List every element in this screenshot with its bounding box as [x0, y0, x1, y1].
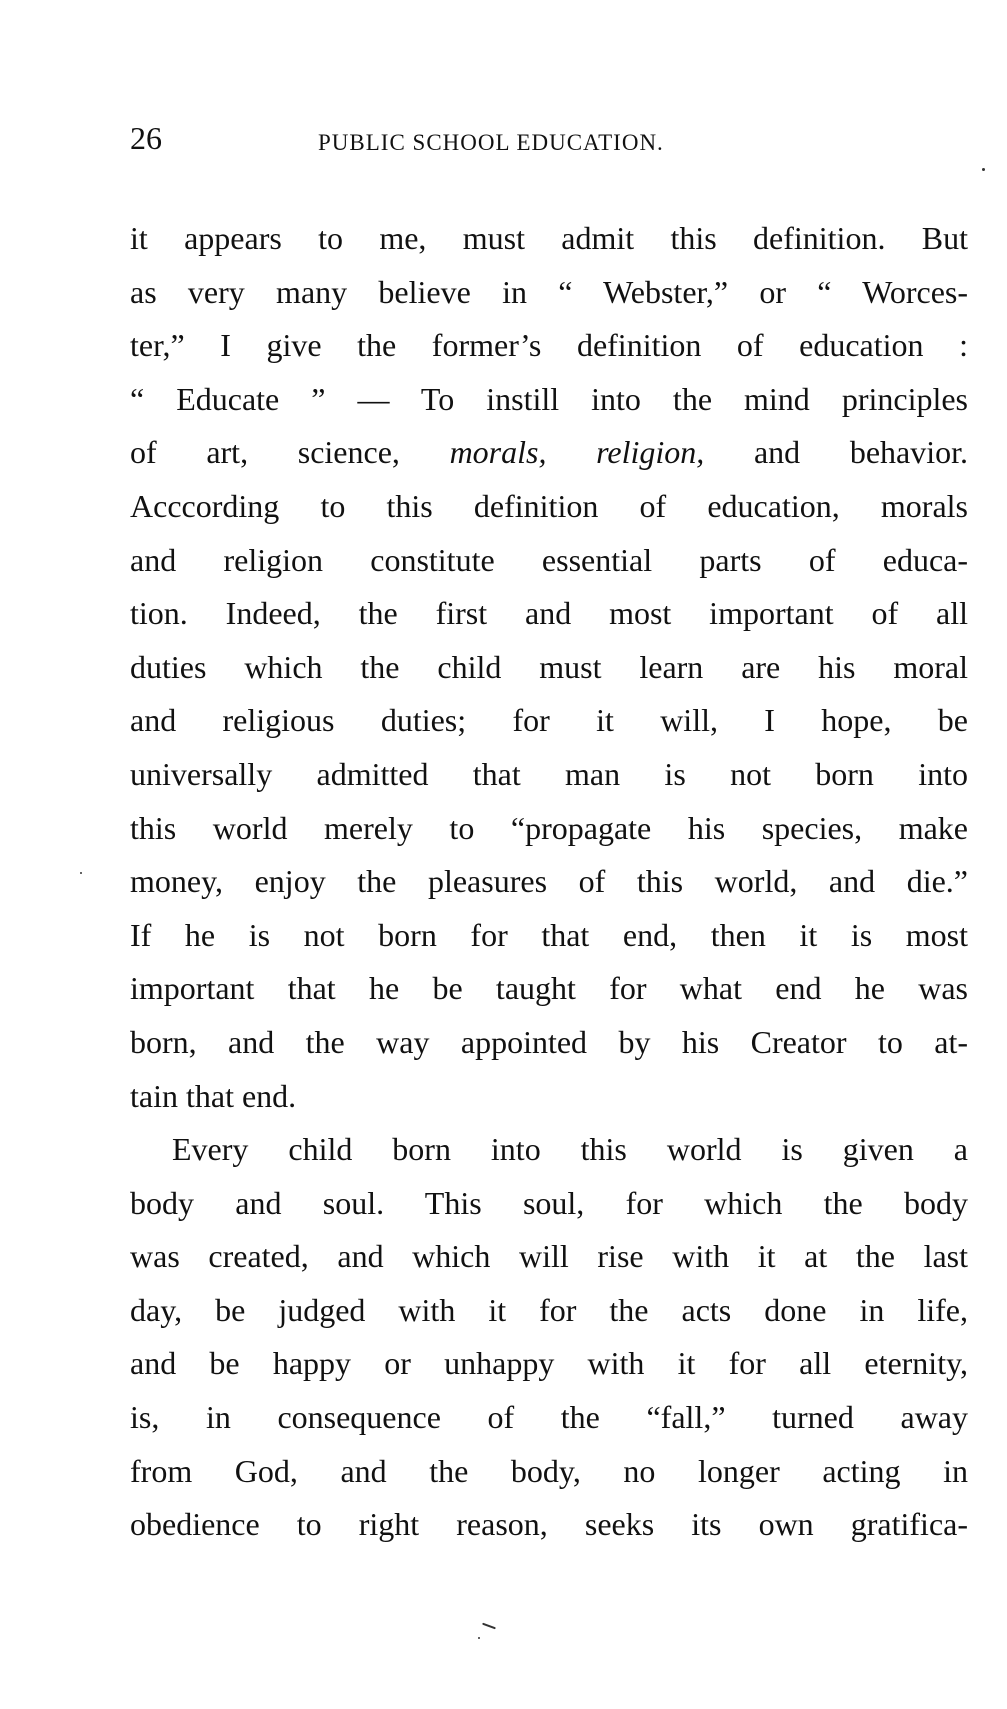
text-line: and religion constitute essential parts of educa- — [130, 541, 968, 578]
text-line: it appears to me, must admit this definition. But — [130, 220, 968, 256]
italic-word-religion: religion, — [596, 434, 705, 471]
print-speck — [478, 1637, 480, 1639]
text-line: important that he be taught for what end he was — [130, 970, 968, 1007]
text-line: Acccording to this definition of education, morals — [130, 487, 968, 524]
print-speck — [482, 1623, 496, 1630]
text-line: was created, and which will rise with it at the last — [130, 1238, 968, 1275]
text-line: day, be judged with it for the acts done in life, — [130, 1291, 968, 1328]
text-line — [130, 426, 968, 480]
text-line: is, in consequence of the “fall,” turned away — [130, 1399, 968, 1436]
text-line: duties which the child must learn are his moral — [130, 648, 968, 685]
paragraph — [130, 1123, 968, 1552]
print-speck — [80, 872, 82, 874]
italic-word-morals: morals, — [449, 434, 547, 471]
text-line: “ Educate ” — To instill into the mind principles — [130, 380, 968, 417]
text-line: this world merely to “propagate his species, make — [130, 809, 968, 846]
paragraph — [130, 212, 968, 1123]
text-line: born, and the way appointed by his Creator to at- — [130, 1023, 968, 1060]
text-run — [546, 434, 596, 470]
text-line: ter,” I give the former’s definition of education : — [130, 327, 968, 364]
text-line: and religious duties; for it will, I hope, be — [130, 702, 968, 739]
page-number: 26 — [130, 120, 162, 156]
text-line: tain that end. — [130, 1077, 297, 1114]
text-line: and be happy or unhappy with it for all eternity, — [130, 1345, 968, 1382]
running-title: PUBLIC SCHOOL EDUCATION. — [318, 130, 664, 155]
text-line: universally admitted that man is not born into — [130, 755, 968, 792]
text-run: and behavior. — [704, 434, 968, 471]
text-line: If he is not born for that end, then it is most — [130, 916, 968, 953]
text-run: of art, science, — [130, 434, 450, 471]
text-line: from God, and the body, no longer acting in — [130, 1452, 968, 1489]
text-line: obedience to right reason, seeks its own gratifica- — [130, 1506, 968, 1543]
text-line: as very many believe in “ Webster,” or “ Worces- — [130, 273, 968, 310]
body-text — [130, 212, 968, 1552]
text-line: money, enjoy the pleasures of this world, and die.” — [130, 863, 968, 900]
text-line: Every child born into this world is given a — [172, 1131, 968, 1168]
print-speck — [982, 168, 985, 171]
text-line: tion. Indeed, the first and most important of all — [130, 595, 968, 632]
text-line: body and soul. This soul, for which the body — [130, 1184, 968, 1221]
